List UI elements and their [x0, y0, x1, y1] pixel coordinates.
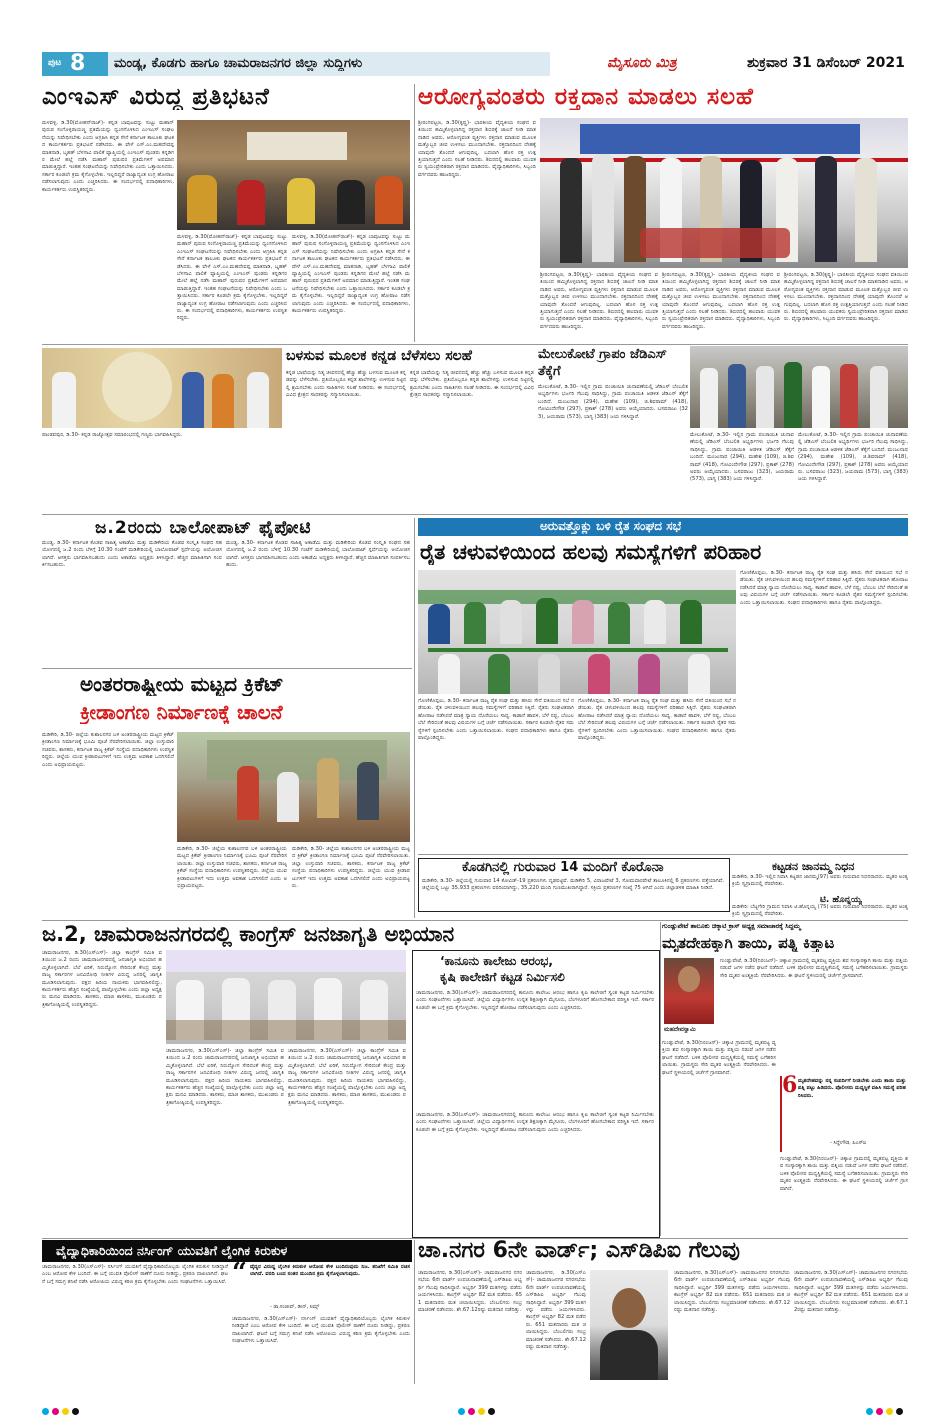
headline-cricket-2: ಕ್ರೀಡಾಂಗಣ ನಿರ್ಮಾಣಕ್ಕೆ ಚಾಲನೆ — [80, 700, 283, 724]
divider — [418, 854, 908, 855]
kannada-caption: ಪಾಂಡವಪುರ, ಡಿ.30- ಕನ್ನಡ ರಾಜ್ಯೋತ್ಸವ ಸಮಾರಂಭದಲ್ಲಿ ಗಣ್ಯರು ಭಾಗವಹಿಸಿದ್ದರು. — [42, 432, 183, 438]
blood-donation-photo — [540, 118, 908, 268]
farmers-body-2: ಗೋಣಿಕೊಪ್ಪಲು, ಡಿ.30- ಕರ್ನಾಟಕ ರಾಜ್ಯ ರೈತ ಸಂಘ ಮತ್ತು ಹಸಿರು ಸೇನೆ ವತಿಯಿಂದ ಸಭೆ ನಡೆಯಿತು. ರೈತ ಚಳುವಳಿಯಿಂದ ಹಲವು ಸಮಸ್ಯೆಗಳಿಗೆ ಪರಿಹಾರ ಸಿಕ್ಕಿದೆ. ರೈತರು ಸಂಘಟಿತರಾಗಿ ಹೋರಾಟ ನಡೆಸಿದರೆ ಮಾತ್ರ ನ್ಯಾಯ ದೊರೆಯಲು ಸಾಧ್ಯ. ಕಾಡಾನೆ ಹಾವಳಿ, ಬೆಳೆ ನಷ್ಟ, ಬೆಂಬಲ ಬೆಲೆ ಸೇರಿದಂತೆ ಹಲವು ವಿಷಯಗಳ ಬಗ್ಗೆ ಚರ್ಚೆ ನಡೆಸಲಾಯಿತು. ಸರ್ಕಾರ ಕೂಡಲೇ ರೈತರ ಸಮಸ್ಯೆಗಳಿಗೆ ಸ್ಪಂದಿಸಬೇಕು ಎಂದು ಒತ್ತಾಯಿಸಲಾಯಿತು. ಸಂಘದ ಪದಾಧಿಕಾರಿಗಳು ಹಾಗೂ ರೈತರು ಪಾಲ್ಗೊಂಡಿದ್ದರು. — [418, 698, 574, 742]
nursing-body-2: ಚಾಮರಾಜನಗರ, ಡಿ.30(ಎಸ್‌ಎಸ್)- ನರ್ಸಿಂಗ್ ಯುವತಿಗೆ ವೈದ್ಯಾಧಿಕಾರಿಯೊಬ್ಬರು ಲೈಂಗಿಕ ಕಿರುಕುಳ ನೀಡಿದ್ದಾರೆ ಎಂಬ ಆರೋಪ ಕೇಳಿ ಬಂದಿದೆ. ಈ ಬಗ್ಗೆ ಯುವತಿ ಪೊಲೀಸ್ ಠಾಣೆಗೆ ದೂರು ನೀಡಿದ್ದು, ಪ್ರಕರಣ ದಾಖಲಾಗಿದೆ. ಘಟನೆ ಬಗ್ಗೆ ಸಮಗ್ರ ತನಿಖೆ ನಡೆಸಿ ಆರೋಪಿಯ ವಿರುದ್ಧ ಕಠಿಣ ಕ್ರಮ ಕೈಗೊಳ್ಳಬೇಕು ಎಂದು ಸಂಘಟನೆಗಳು ಒತ್ತಾಯಿಸಿವೆ. — [232, 1316, 410, 1345]
melukote-body-2: ಮೇಲುಕೋಟೆ, ಡಿ.30- ಇಲ್ಲಿನ ಗ್ರಾಮ ಪಂಚಾಯಿತಿ ಚುನಾವಣೆಯಲ್ಲಿ ಜೆಡಿಎಸ್ ಬೆಂಬಲಿತ ಅಭ್ಯರ್ಥಿಗಳು ಭರ್ಜರಿ ಗೆಲುವು ಸಾಧಿಸಿದ್ದು, ಗ್ರಾಮ ಪಂಚಾಯಿತಿ ಆಡಳಿತ ಜೆಡಿಎಸ್ ತೆಕ್ಕೆಗೆ ಬಂದಿದೆ. ಮಂಜುನಾಥ (294), ಮಹೇಶ (109), ಜಿ.ಶಿವರಾಮ್ (418), ಗೋವಿಂದೇಗೌಡ (297), ಪ್ರಕಾಶ್ (278) ಅವರು ಆಯ್ಕೆಯಾದರು. ಬಸವರಾಜು (323), ಜಯರಾಮ (573), ಭಾಗ್ಯ (383) ಜಯ ಗಳಿಸಿದ್ದಾರೆ. — [690, 432, 794, 483]
column-rule — [414, 84, 415, 342]
quote-mark-icon: 6 — [782, 1072, 798, 1098]
melukote-body-3: ಮೇಲುಕೋಟೆ, ಡಿ.30- ಇಲ್ಲಿನ ಗ್ರಾಮ ಪಂಚಾಯಿತಿ ಚುನಾವಣೆಯಲ್ಲಿ ಜೆಡಿಎಸ್ ಬೆಂಬಲಿತ ಅಭ್ಯರ್ಥಿಗಳು ಭರ್ಜರಿ ಗೆಲುವು ಸಾಧಿಸಿದ್ದು, ಗ್ರಾಮ ಪಂಚಾಯಿತಿ ಆಡಳಿತ ಜೆಡಿಎಸ್ ತೆಕ್ಕೆಗೆ ಬಂದಿದೆ. ಮಂಜುನಾಥ (294), ಮಹೇಶ (109), ಜಿ.ಶಿವರಾಮ್ (418), ಗೋವಿಂದೇಗೌಡ (297), ಪ್ರಕಾಶ್ (278) ಅವರು ಆಯ್ಕೆಯಾದರು. ಬಸವರಾಜು (323), ಜಯರಾಮ (573), ಭಾಗ್ಯ (383) ಜಯ ಗಳಿಸಿದ್ದಾರೆ. — [798, 432, 908, 483]
headline-cricket-1: ಅಂತರರಾಷ್ಟ್ರೀಯ ಮಟ್ಟದ ಕ್ರಿಕೆಟ್ — [80, 672, 284, 696]
blood-donation-body-2: ಶ್ರೀರಂಗಪಟ್ಟಣ, ಡಿ.30(ಕೃಷ್ಣ)- ಭಾರತೀಯ ವೈದ್ಯಕೀಯ ಸಂಘದ ವತಿಯಿಂದ ಹಮ್ಮಿಕೊಳ್ಳಲಾಗಿದ್ದ ರಕ್ತದಾನ ಶಿಬಿರಕ್ಕೆ ಚಾಲನೆ ನೀಡಿ ಮಾತನಾಡಿದ ಅವರು, ಆರೋಗ್ಯವಂತ ವ್ಯಕ್ತಿಗಳು ರಕ್ತದಾನ ಮಾಡುವ ಮೂಲಕ ಮತ್ತೊಬ್ಬರ ಜೀವ ಉಳಿಸಲು ಮುಂದಾಗಬೇಕು. ರಕ್ತದಾನದಿಂದ ದೇಹಕ್ಕೆ ಯಾವುದೇ ತೊಂದರೆ ಆಗುವುದಿಲ್ಲ. ಬದಲಾಗಿ ಹೊಸ ರಕ್ತ ಉತ್ಪತ್ತಿಯಾಗುತ್ತದೆ ಎಂದು ಸಲಹೆ ನೀಡಿದರು. ಶಿಬಿರದಲ್ಲಿ ಹಲವಾರು ಯುವಕರು ಸ್ವಯಂಪ್ರೇರಿತರಾಗಿ ರಕ್ತದಾನ ಮಾಡಿದರು. ವೈದ್ಯಾಧಿಕಾರಿಗಳು, ಸಿಬ್ಬಂದಿ ವರ್ಗದವರು ಹಾಜರಿದ್ದರು. — [540, 272, 658, 330]
headline-melukote: ಮೇಲುಕೋಟೆ ಗ್ರಾಪಂ ಜೆಡಿಎಸ್ ತೆಕ್ಕೆಗೆ — [538, 347, 667, 379]
sdpi-body-2: ಚಾಮರಾಜನಗರ, ಡಿ.30(ಎಸ್‌ಎಸ್)- ಚಾಮರಾಜನಗರ ನಗರಸಭೆಯ 6ನೇ ವಾರ್ಡ್ ಉಪಚುನಾವಣೆಯಲ್ಲಿ ಎಸ್‌ಡಿಪಿಐ ಅಭ್ಯರ್ಥಿ ಗೆಲುವು ಸಾಧಿಸಿದ್ದಾರೆ. ಅಭ್ಯರ್ಥಿ 399 ಮತಗಳನ್ನು ಪಡೆದು ಜಯಗಳಿಸಿದರು. ಕಾಂಗ್ರೆಸ್ ಅಭ್ಯರ್ಥಿ 82 ಮತ ಪಡೆದರು. 651 ಮತದಾರರು ಮತ ಚಲಾಯಿಸಿದ್ದರು. ಬೆಂಬಲಿಗರು ಸಂಭ್ರಮಾಚರಣೆ ನಡೆಸಿದರು. ಶೇ.67.12ರಷ್ಟು ಮತದಾನ ನಡೆದಿತ್ತು. — [526, 1270, 586, 1351]
cricket-body-2: ಮಡಿಕೇರಿ, ಡಿ.30- ಜಿಲ್ಲೆಯ ಕುಶಾಲನಗರ ಬಳಿ ಅಂತರರಾಷ್ಟ್ರೀಯ ಮಟ್ಟದ ಕ್ರಿಕೆಟ್ ಕ್ರೀಡಾಂಗಣ ನಿರ್ಮಾಣಕ್ಕೆ ಭೂಮಿ ಪೂಜೆ ನೆರವೇರಿಸಲಾಯಿತು. ಜಿಲ್ಲಾ ಉಸ್ತುವಾರಿ ಸಚಿವರು, ಶಾಸಕರು, ಕರ್ನಾಟಕ ರಾಜ್ಯ ಕ್ರಿಕೆಟ್ ಸಂಸ್ಥೆಯ ಪದಾಧಿಕಾರಿಗಳು ಉಪಸ್ಥಿತರಿದ್ದರು. ಜಿಲ್ಲೆಯ ಯುವ ಕ್ರೀಡಾಪಟುಗಳಿಗೆ ಇದು ಉತ್ತಮ ಅವಕಾಶ ಒದಗಿಸಲಿದೆ ಎಂದು ಅಭಿಪ್ರಾಯಪಟ್ಟರು. — [177, 846, 287, 890]
congress-body: ಚಾಮರಾಜನಗರ, ಡಿ.30(ಎಸ್‌ಎಸ್)- ಜಿಲ್ಲಾ ಕಾಂಗ್ರೆಸ್ ಸಮಿತಿ ವತಿಯಿಂದ ಜ.2 ರಂದು ಚಾಮರಾಜನಗರದಲ್ಲಿ ಜನಜಾಗೃತಿ ಅಭಿಯಾನ ಹಮ್ಮಿಕೊಳ್ಳಲಾಗಿದೆ. ಬೆಲೆ ಏರಿಕೆ, ನಿರುದ್ಯೋಗ ಸೇರಿದಂತೆ ಕೇಂದ್ರ ಮತ್ತು ರಾಜ್ಯ ಸರ್ಕಾರಗಳ ಜನವಿರೋಧಿ ನೀತಿಗಳ ವಿರುದ್ಧ ಜನರಲ್ಲಿ ಜಾಗೃತಿ ಮೂಡಿಸಲಾಗುವುದು. ಪಕ್ಷದ ಹಿರಿಯ ನಾಯಕರು ಭಾಗವಹಿಸಲಿದ್ದು, ಕಾರ್ಯಕರ್ತರು ಹೆಚ್ಚಿನ ಸಂಖ್ಯೆಯಲ್ಲಿ ಪಾಲ್ಗೊಳ್ಳಬೇಕು ಎಂದು ಜಿಲ್ಲಾ ಅಧ್ಯಕ್ಷರು ಮನವಿ ಮಾಡಿದರು. ಶಾಸಕರು, ಮಾಜಿ ಶಾಸಕರು, ಮುಖಂಡರು ಪತ್ರಿಕಾಗೋಷ್ಠಿಯಲ್ಲಿ ಉಪಸ್ಥಿತರಿದ್ದರು. — [42, 950, 162, 1008]
headline-gundlupet: ಮೃತದೇಹಕ್ಕಾಗಿ ತಾಯಿ, ಪತ್ನಿ ಕಿತ್ತಾಟ — [662, 934, 835, 952]
ballot-body-2: ಮಂಡ್ಯ, ಡಿ.30- ಕರ್ನಾಟಕ ಕೊಡವ ಸಾಹಿತ್ಯ ಅಕಾಡೆಮಿ ಮತ್ತು ಮಡಿಕೇರಿಯ ಕೊಡವ ಸಂಸ್ಕೃತಿ ಸಂಘದ ಸಹಯೋಗದಲ್ಲಿ ಜ.2 ರಂದು ಬೆಳಿಗ್ಗೆ 10.30 ಗಂಟೆಗೆ ಮಡಿಕೇರಿಯಲ್ಲಿ ಬಾಲೋಪಾಟ್ ಸ್ಪರ್ಧೆಯನ್ನು ಆಯೋಜಿಸಲಾಗಿದೆ. ಆಸಕ್ತರು ಭಾಗವಹಿಸಬಹುದು ಎಂದು ಅಕಾಡೆಮಿ ಅಧ್ಯಕ್ಷರು ತಿಳಿಸಿದ್ದಾರೆ. ಹೆಚ್ಚಿನ ಮಾಹಿತಿಗಾಗಿ ಸಂಪರ್ಕಿಸಬಹುದು. — [226, 540, 410, 569]
headline-ballot: ಜ.2ರಂದು ಬಾಲೋಪಾಟ್ ಫೈಪೋಟಿ — [95, 518, 312, 538]
quote-mark-icon-2: “ — [232, 1258, 247, 1288]
column-rule — [414, 1240, 415, 1384]
sdpi-body-4: ಚಾಮರಾಜನಗರ, ಡಿ.30(ಎಸ್‌ಎಸ್)- ಚಾಮರಾಜನಗರ ನಗರಸಭೆಯ 6ನೇ ವಾರ್ಡ್ ಉಪಚುನಾವಣೆಯಲ್ಲಿ ಎಸ್‌ಡಿಪಿಐ ಅಭ್ಯರ್ಥಿ ಗೆಲುವು ಸಾಧಿಸಿದ್ದಾರೆ. ಅಭ್ಯರ್ಥಿ 399 ಮತಗಳನ್ನು ಪಡೆದು ಜಯಗಳಿಸಿದರು. ಕಾಂಗ್ರೆಸ್ ಅಭ್ಯರ್ಥಿ 82 ಮತ ಪಡೆದರು. 651 ಮತದಾರರು ಮತ ಚಲಾಯಿಸಿದ್ದರು. ಬೆಂಬಲಿಗರು ಸಂಭ್ರಮಾಚರಣೆ ನಡೆಸಿದರು. ಶೇ.67.12ರಷ್ಟು ಮತದಾನ ನಡೆದಿತ್ತು. — [794, 1270, 908, 1314]
sdpi-body: ಚಾಮರಾಜನಗರ, ಡಿ.30(ಎಸ್‌ಎಸ್)- ಚಾಮರಾಜನಗರ ನಗರಸಭೆಯ 6ನೇ ವಾರ್ಡ್ ಉಪಚುನಾವಣೆಯಲ್ಲಿ ಎಸ್‌ಡಿಪಿಐ ಅಭ್ಯರ್ಥಿ ಗೆಲುವು ಸಾಧಿಸಿದ್ದಾರೆ. ಅಭ್ಯರ್ಥಿ 399 ಮತಗಳನ್ನು ಪಡೆದು ಜಯಗಳಿಸಿದರು. ಕಾಂಗ್ರೆಸ್ ಅಭ್ಯರ್ಥಿ 82 ಮತ ಪಡೆದರು. 651 ಮತದಾರರು ಮತ ಚಲಾಯಿಸಿದ್ದರು. ಬೆಂಬಲಿಗರು ಸಂಭ್ರಮಾಚರಣೆ ನಡೆಸಿದರು. ಶೇ.67.12ರಷ್ಟು ಮತದಾನ ನಡೆದಿತ್ತು. — [418, 1270, 522, 1314]
sdpi-body-3: ಚಾಮರಾಜನಗರ, ಡಿ.30(ಎಸ್‌ಎಸ್)- ಚಾಮರಾಜನಗರ ನಗರಸಭೆಯ 6ನೇ ವಾರ್ಡ್ ಉಪಚುನಾವಣೆಯಲ್ಲಿ ಎಸ್‌ಡಿಪಿಐ ಅಭ್ಯರ್ಥಿ ಗೆಲುವು ಸಾಧಿಸಿದ್ದಾರೆ. ಅಭ್ಯರ್ಥಿ 399 ಮತಗಳನ್ನು ಪಡೆದು ಜಯಗಳಿಸಿದರು. ಕಾಂಗ್ರೆಸ್ ಅಭ್ಯರ್ಥಿ 82 ಮತ ಪಡೆದರು. 651 ಮತದಾರರು ಮತ ಚಲಾಯಿಸಿದ್ದರು. ಬೆಂಬಲಿಗರು ಸಂಭ್ರಮಾಚರಣೆ ನಡೆಸಿದರು. ಶೇ.67.12ರಷ್ಟು ಮತದಾನ ನಡೆದಿತ್ತು. — [674, 1270, 790, 1314]
divider — [42, 514, 908, 515]
mes-protest-body-3: ಮಳವಳ್ಳಿ, ಡಿ.30(ಮೋಹನ್‌ರಾಜ್)- ಕನ್ನಡ ಬಾವುಟವನ್ನು ಸುಟ್ಟು ಮಹಾನ್ ಪುರುಷ ಸಂಗೊಳ್ಳಿರಾಯಣ್ಣ ಪ್ರತಿಮೆಯನ್ನು ಧ್ವಂಸಗೊಳಿಸಿದ ಎಂಇಎಸ್ ಸಂಘಟನೆಯನ್ನು ನಿಷೇಧಿಸಬೇಕು ಎಂದು ಆಗ್ರಹಿಸಿ ಕನ್ನಡ ಸೇನೆ ಕರ್ನಾಟಕ ತಾಲೂಕು ಘಟಕದ ಕಾರ್ಯಕರ್ತರು ಪ್ರತಿಭಟನೆ ನಡೆಸಿದರು. ಈ ವೇಳೆ ಎಸ್.ಎಂ.ಮಹದೇವಪ್ಪ ಮಾತನಾಡಿ, ಬೃಹತ್ ಬೆಳಗಾವಿ ಪಾಲಿಕೆ ವ್ಯಾಪ್ತಿಯಲ್ಲಿ ಎಂಇಎಸ್ ಪುಂಡರು ಕನ್ನಡಿಗರ ಮೇಲೆ ಹಲ್ಲೆ ನಡೆಸಿ ಮಹಾನ್ ಪುರುಷರ ಪ್ರತಿಮೆಗಳಿಗೆ ಅಪಮಾನ ಮಾಡುತ್ತಿದ್ದಾರೆ. ಇಂತಹ ಸಂಘಟನೆಯನ್ನು ನಿಷೇಧಿಸಬೇಕು ಎಂದು ಒತ್ತಾಯಿಸಿದರು. ಸರ್ಕಾರ ಕೂಡಲೇ ಕ್ರಮ ಕೈಗೊಳ್ಳಬೇಕು. ಇಲ್ಲದಿದ್ದರೆ ರಾಜ್ಯಾದ್ಯಂತ ಉಗ್ರ ಹೋರಾಟ ನಡೆಸಲಾಗುವುದು ಎಂದು ಎಚ್ಚರಿಸಿದರು. ಈ ಸಂದರ್ಭದಲ್ಲಿ ಪದಾಧಿಕಾರಿಗಳು, ಕಾರ್ಯಕರ್ತರು ಉಪಸ್ಥಿತರಿದ್ದರು. — [292, 234, 410, 315]
nursing-body: ಚಾಮರಾಜನಗರ, ಡಿ.30(ಎಸ್‌ಎಸ್)- ನರ್ಸಿಂಗ್ ಯುವತಿಗೆ ವೈದ್ಯಾಧಿಕಾರಿಯೊಬ್ಬರು ಲೈಂಗಿಕ ಕಿರುಕುಳ ನೀಡಿದ್ದಾರೆ ಎಂಬ ಆರೋಪ ಕೇಳಿ ಬಂದಿದೆ. ಈ ಬಗ್ಗೆ ಯುವತಿ ಪೊಲೀಸ್ ಠಾಣೆಗೆ ದೂರು ನೀಡಿದ್ದು, ಪ್ರಕರಣ ದಾಖಲಾಗಿದೆ. ಘಟನೆ ಬಗ್ಗೆ ಸಮಗ್ರ ತನಿಖೆ ನಡೆಸಿ ಆರೋಪಿಯ ವಿರುದ್ಧ ಕಠಿಣ ಕ್ರಮ ಕೈಗೊಳ್ಳಬೇಕು ಎಂದು ಸಂಘಟನೆಗಳು ಒತ್ತಾಯಿಸಿವೆ. — [42, 1264, 228, 1285]
nursing-quote: ವೈದ್ಯರ ವಿರುದ್ಧ ಲೈಂಗಿಕ ಕಿರುಕುಳ ಆರೋಪ ಕೇಳಿ ಬಂದಿರುವುದು ನಿಜ. ತನಿಖೆಗೆ ಸಮಿತಿ ರಚಿಸಲಾಗಿದೆ. ವರದಿ ಬಂದ ನಂತರ ಮುಂದಿನ ಕ್ರಮ ಕೈಗೊಳ್ಳಲಾಗುವುದು. — [250, 1264, 410, 1278]
congress-body-3: ಚಾಮರಾಜನಗರ, ಡಿ.30(ಎಸ್‌ಎಸ್)- ಜಿಲ್ಲಾ ಕಾಂಗ್ರೆಸ್ ಸಮಿತಿ ವತಿಯಿಂದ ಜ.2 ರಂದು ಚಾಮರಾಜನಗರದಲ್ಲಿ ಜನಜಾಗೃತಿ ಅಭಿಯಾನ ಹಮ್ಮಿಕೊಳ್ಳಲಾಗಿದೆ. ಬೆಲೆ ಏರಿಕೆ, ನಿರುದ್ಯೋಗ ಸೇರಿದಂತೆ ಕೇಂದ್ರ ಮತ್ತು ರಾಜ್ಯ ಸರ್ಕಾರಗಳ ಜನವಿರೋಧಿ ನೀತಿಗಳ ವಿರುದ್ಧ ಜನರಲ್ಲಿ ಜಾಗೃತಿ ಮೂಡಿಸಲಾಗುವುದು. ಪಕ್ಷದ ಹಿರಿಯ ನಾಯಕರು ಭಾಗವಹಿಸಲಿದ್ದು, ಕಾರ್ಯಕರ್ತರು ಹೆಚ್ಚಿನ ಸಂಖ್ಯೆಯಲ್ಲಿ ಪಾಲ್ಗೊಳ್ಳಬೇಕು ಎಂದು ಜಿಲ್ಲಾ ಅಧ್ಯಕ್ಷರು ಮನವಿ ಮಾಡಿದರು. ಶಾಸಕರು, ಮಾಜಿ ಶಾಸಕರು, ಮುಖಂಡರು ಪತ್ರಿಕಾಗೋಷ್ಠಿಯಲ್ಲಿ ಉಪಸ್ಥಿತರಿದ್ದರು. — [288, 1048, 406, 1106]
farmers-body-3: ಗೋಣಿಕೊಪ್ಪಲು, ಡಿ.30- ಕರ್ನಾಟಕ ರಾಜ್ಯ ರೈತ ಸಂಘ ಮತ್ತು ಹಸಿರು ಸೇನೆ ವತಿಯಿಂದ ಸಭೆ ನಡೆಯಿತು. ರೈತ ಚಳುವಳಿಯಿಂದ ಹಲವು ಸಮಸ್ಯೆಗಳಿಗೆ ಪರಿಹಾರ ಸಿಕ್ಕಿದೆ. ರೈತರು ಸಂಘಟಿತರಾಗಿ ಹೋರಾಟ ನಡೆಸಿದರೆ ಮಾತ್ರ ನ್ಯಾಯ ದೊರೆಯಲು ಸಾಧ್ಯ. ಕಾಡಾನೆ ಹಾವಳಿ, ಬೆಳೆ ನಷ್ಟ, ಬೆಂಬಲ ಬೆಲೆ ಸೇರಿದಂತೆ ಹಲವು ವಿಷಯಗಳ ಬಗ್ಗೆ ಚರ್ಚೆ ನಡೆಸಲಾಯಿತು. ಸರ್ಕಾರ ಕೂಡಲೇ ರೈತರ ಸಮಸ್ಯೆಗಳಿಗೆ ಸ್ಪಂದಿಸಬೇಕು ಎಂದು ಒತ್ತಾಯಿಸಲಾಯಿತು. ಸಂಘದ ಪದಾಧಿಕಾರಿಗಳು ಹಾಗೂ ರೈತರು ಪಾಲ್ಗೊಂಡಿದ್ದರು. — [578, 698, 736, 742]
kannada-event-photo — [42, 348, 282, 428]
farmers-photo — [418, 570, 736, 694]
gundlupet-body: ಗುಂಡ್ಲುಪೇಟೆ, ಡಿ.30(ನಿರಂಜನ್)- ಚಿಕ್ಕಾಟಿ ಗ್ರಾಮದಲ್ಲಿ ಮೃತಪಟ್ಟ ವ್ಯಕ್ತಿಯ ಶವ ಸಂಸ್ಕಾರಕ್ಕಾಗಿ ತಾಯಿ ಮತ್ತು ಪತ್ನಿಯ ನಡುವೆ ಜಗಳ ನಡೆದ ಘಟನೆ ನಡೆದಿದೆ. ಬಳಿಕ ಪೊಲೀಸರ ಮಧ್ಯಸ್ಥಿಕೆಯಲ್ಲಿ ಸಮಸ್ಯೆ ಬಗೆಹರಿಸಲಾಯಿತು. ಗ್ರಾಮಸ್ಥರು ಸೇರಿ ಮೃತರ ಅಂತ್ಯಕ್ರಿಯೆ ನೆರವೇರಿಸಿದರು. ಈ ಘಟನೆ ಸ್ಥಳೀಯರಲ್ಲಿ ಚರ್ಚೆಗೆ ಗ್ರಾಸವಾಗಿದೆ. — [720, 958, 908, 979]
divider — [42, 920, 908, 921]
cricket-body-3: ಮಡಿಕೇರಿ, ಡಿ.30- ಜಿಲ್ಲೆಯ ಕುಶಾಲನಗರ ಬಳಿ ಅಂತರರಾಷ್ಟ್ರೀಯ ಮಟ್ಟದ ಕ್ರಿಕೆಟ್ ಕ್ರೀಡಾಂಗಣ ನಿರ್ಮಾಣಕ್ಕೆ ಭೂಮಿ ಪೂಜೆ ನೆರವೇರಿಸಲಾಯಿತು. ಜಿಲ್ಲಾ ಉಸ್ತುವಾರಿ ಸಚಿವರು, ಶಾಸಕರು, ಕರ್ನಾಟಕ ರಾಜ್ಯ ಕ್ರಿಕೆಟ್ ಸಂಸ್ಥೆಯ ಪದಾಧಿಕಾರಿಗಳು ಉಪಸ್ಥಿತರಿದ್ದರು. ಜಿಲ್ಲೆಯ ಯುವ ಕ್ರೀಡಾಪಟುಗಳಿಗೆ ಇದು ಉತ್ತಮ ಅವಕಾಶ ಒದಗಿಸಲಿದೆ ಎಂದು ಅಭಿಪ್ರಾಯಪಟ್ಟರು. — [292, 846, 410, 890]
headline-melukote-l1 — [538, 346, 688, 380]
headline-kannada-grow: ಬಳಸುವ ಮೂಲಕ ಕನ್ನಡ ಬೆಳೆಸಲು ಸಲಹೆ — [286, 348, 472, 364]
headline-sdpi: ಚಾ.ನಗರ 6ನೇ ವಾರ್ಡ್; ಎಸ್‌ಡಿಪಿಐ ಗೆಲುವು — [418, 1238, 740, 1263]
gundlupet-quote-source: - ಸಿದ್ದೇಗೌಡ, ಪಿಎಸ್‌ಐ — [830, 1140, 867, 1146]
gundlupet-photo — [664, 958, 714, 1024]
gundlupet-kicker: ಗುಂಡ್ಲುಪೇಟೆ ತಾಲೂಕು ಚಿಕ್ಕಾಟಿ ಕ್ರಾಸ್ ಅಧ್ಯಕ್ಷ ಸಮಾಚಾರಕ್ಕೆ ಸಿದ್ದಮ್ಮ — [662, 922, 801, 930]
masthead — [42, 52, 908, 76]
headline-obituary: ಕಟ್ಟಡನ ಜಾನಮ್ಮ ನಿಧನ — [772, 860, 855, 873]
blood-donation-body-4: ಶ್ರೀರಂಗಪಟ್ಟಣ, ಡಿ.30(ಕೃಷ್ಣ)- ಭಾರತೀಯ ವೈದ್ಯಕೀಯ ಸಂಘದ ವತಿಯಿಂದ ಹಮ್ಮಿಕೊಳ್ಳಲಾಗಿದ್ದ ರಕ್ತದಾನ ಶಿಬಿರಕ್ಕೆ ಚಾಲನೆ ನೀಡಿ ಮಾತನಾಡಿದ ಅವರು, ಆರೋಗ್ಯವಂತ ವ್ಯಕ್ತಿಗಳು ರಕ್ತದಾನ ಮಾಡುವ ಮೂಲಕ ಮತ್ತೊಬ್ಬರ ಜೀವ ಉಳಿಸಲು ಮುಂದಾಗಬೇಕು. ರಕ್ತದಾನದಿಂದ ದೇಹಕ್ಕೆ ಯಾವುದೇ ತೊಂದರೆ ಆಗುವುದಿಲ್ಲ. ಬದಲಾಗಿ ಹೊಸ ರಕ್ತ ಉತ್ಪತ್ತಿಯಾಗುತ್ತದೆ ಎಂದು ಸಲಹೆ ನೀಡಿದರು. ಶಿಬಿರದಲ್ಲಿ ಹಲವಾರು ಯುವಕರು ಸ್ವಯಂಪ್ರೇರಿತರಾಗಿ ರಕ್ತದಾನ ಮಾಡಿದರು. ವೈದ್ಯಾಧಿಕಾರಿಗಳು, ಸಿಬ್ಬಂದಿ ವರ್ಗದವರು ಹಾಜರಿದ್ದರು. — [784, 272, 908, 323]
mes-protest-photo — [177, 120, 410, 230]
blood-donation-body-3: ಶ್ರೀರಂಗಪಟ್ಟಣ, ಡಿ.30(ಕೃಷ್ಣ)- ಭಾರತೀಯ ವೈದ್ಯಕೀಯ ಸಂಘದ ವತಿಯಿಂದ ಹಮ್ಮಿಕೊಳ್ಳಲಾಗಿದ್ದ ರಕ್ತದಾನ ಶಿಬಿರಕ್ಕೆ ಚಾಲನೆ ನೀಡಿ ಮಾತನಾಡಿದ ಅವರು, ಆರೋಗ್ಯವಂತ ವ್ಯಕ್ತಿಗಳು ರಕ್ತದಾನ ಮಾಡುವ ಮೂಲಕ ಮತ್ತೊಬ್ಬರ ಜೀವ ಉಳಿಸಲು ಮುಂದಾಗಬೇಕು. ರಕ್ತದಾನದಿಂದ ದೇಹಕ್ಕೆ ಯಾವುದೇ ತೊಂದರೆ ಆಗುವುದಿಲ್ಲ. ಬದಲಾಗಿ ಹೊಸ ರಕ್ತ ಉತ್ಪತ್ತಿಯಾಗುತ್ತದೆ ಎಂದು ಸಲಹೆ ನೀಡಿದರು. ಶಿಬಿರದಲ್ಲಿ ಹಲವಾರು ಯುವಕರು ಸ್ವಯಂಪ್ರೇರಿತರಾಗಿ ರಕ್ತದಾನ ಮಾಡಿದರು. ವೈದ್ಯಾಧಿಕಾರಿಗಳು, ಸಿಬ್ಬಂದಿ ವರ್ಗದವರು ಹಾಜರಿದ್ದರು. — [662, 272, 780, 330]
melukote-body: ಮೇಲುಕೋಟೆ, ಡಿ.30- ಇಲ್ಲಿನ ಗ್ರಾಮ ಪಂಚಾಯಿತಿ ಚುನಾವಣೆಯಲ್ಲಿ ಜೆಡಿಎಸ್ ಬೆಂಬಲಿತ ಅಭ್ಯರ್ಥಿಗಳು ಭರ್ಜರಿ ಗೆಲುವು ಸಾಧಿಸಿದ್ದು, ಗ್ರಾಮ ಪಂಚಾಯಿತಿ ಆಡಳಿತ ಜೆಡಿಎಸ್ ತೆಕ್ಕೆಗೆ ಬಂದಿದೆ. ಮಂಜುನಾಥ (294), ಮಹೇಶ (109), ಜಿ.ಶಿವರಾಮ್ (418), ಗೋವಿಂದೇಗೌಡ (297), ಪ್ರಕಾಶ್ (278) ಅವರು ಆಯ್ಕೆಯಾದರು. ಬಸವರಾಜು (323), ಜಯರಾಮ (573), ಭಾಗ್ಯ (383) ಜಯ ಗಳಿಸಿದ್ದಾರೆ. — [538, 384, 688, 420]
headline-farmers: ರೈತ ಚಳುವಳಿಯಿಂದ ಹಲವು ಸಮಸ್ಯೆಗಳಿಗೆ ಪರಿಹಾರ — [420, 540, 762, 564]
gundlupet-quote: ಮೃತದೇಹವನ್ನು ನನ್ನ ಸುಪರ್ದಿಗೆ ನೀಡಬೇಕು ಎಂದು ತಾಯಿ ಮತ್ತು ಪತ್ನಿ ಪಟ್ಟು ಹಿಡಿದರು. ಪೊಲೀಸರು ಮಧ್ಯಸ್ಥಿಕೆ ವಹಿಸಿ ಸಮಸ್ಯೆ ಪರಿಹರಿಸಿದರು. — [798, 1078, 906, 1099]
corona-body: ಮಡಿಕೇರಿ, ಡಿ.30- ಜಿಲ್ಲೆಯಲ್ಲಿ ಗುರುವಾರ 14 ಕೋವಿಡ್-19 ಪ್ರಕರಣಗಳು ದೃಢಪಟ್ಟಿವೆ. ಮಡಿಕೇರಿ 5, ವಿರಾಜಪೇಟೆ 3, ಸೋಮವಾರಪೇಟೆ ತಾಲೂಕಿನಲ್ಲಿ 6 ಪ್ರಕರಣಗಳು ಪತ್ತೆಯಾಗಿವೆ. ಜಿಲ್ಲೆಯಲ್ಲಿ ಒಟ್ಟು 35,933 ಪ್ರಕರಣಗಳು ವರದಿಯಾಗಿದ್ದು, 35,220 ಮಂದಿ ಗುಣಮುಖರಾಗಿದ್ದಾರೆ. ಸಕ್ರಿಯ ಪ್ರಕರಣಗಳ ಸಂಖ್ಯೆ 75 ಆಗಿದೆ ಎಂದು ಜಿಲ್ಲಾಡಳಿತ ಮಾಹಿತಿ ನೀಡಿದೆ. — [422, 878, 724, 892]
kannada-body: ಕನ್ನಡ ಭಾಷೆಯನ್ನು ನಿತ್ಯ ಜೀವನದಲ್ಲಿ ಹೆಚ್ಚು ಹೆಚ್ಚು ಬಳಸುವ ಮೂಲಕ ಕನ್ನಡವನ್ನು ಬೆಳೆಸಬೇಕು. ಪ್ರತಿಯೊಬ್ಬರೂ ಕನ್ನಡ ಶಾಲೆಗಳನ್ನು ಉಳಿಸುವ ನಿಟ್ಟಿನಲ್ಲಿ ಶ್ರಮಿಸಬೇಕು ಎಂದು ಸಾಹಿತಿಗಳು ಸಲಹೆ ನೀಡಿದರು. ಈ ಸಂದರ್ಭದಲ್ಲಿ ವಿವಿಧ ಕ್ಷೇತ್ರದ ಸಾಧಕರನ್ನು ಸನ್ಮಾನಿಸಲಾಯಿತು. — [286, 370, 406, 399]
paper-name: ಮೈಸೂರು ಮಿತ್ರ — [607, 55, 677, 71]
ballot-body: ಮಂಡ್ಯ, ಡಿ.30- ಕರ್ನಾಟಕ ಕೊಡವ ಸಾಹಿತ್ಯ ಅಕಾಡೆಮಿ ಮತ್ತು ಮಡಿಕೇರಿಯ ಕೊಡವ ಸಂಸ್ಕೃತಿ ಸಂಘದ ಸಹಯೋಗದಲ್ಲಿ ಜ.2 ರಂದು ಬೆಳಿಗ್ಗೆ 10.30 ಗಂಟೆಗೆ ಮಡಿಕೇರಿಯಲ್ಲಿ ಬಾಲೋಪಾಟ್ ಸ್ಪರ್ಧೆಯನ್ನು ಆಯೋಜಿಸಲಾಗಿದೆ. ಆಸಕ್ತರು ಭಾಗವಹಿಸಬಹುದು ಎಂದು ಅಕಾಡೆಮಿ ಅಧ್ಯಕ್ಷರು ತಿಳಿಸಿದ್ದಾರೆ. ಹೆಚ್ಚಿನ ಮಾಹಿತಿಗಾಗಿ ಸಂಪರ್ಕಿಸಬಹುದು. — [42, 540, 222, 569]
obituary-body: ಮಡಿಕೇರಿ, ಡಿ.30- ಇಲ್ಲಿನ ನಿವಾಸಿ ಕಟ್ಟಡನ ಜಾನಮ್ಮ(97) ಅವರು ಗುರುವಾರ ನಿಧನರಾದರು. ಮೃತರ ಅಂತ್ಯಕ್ರಿಯೆ ಸ್ವಗ್ರಾಮದಲ್ಲಿ ನೆರವೇರಿತು. — [732, 874, 908, 888]
nursing-quote-source: - ಡಾ.ಸಂಜೀವ್, ಡೀನ್, ಸಿಮ್ಸ್ — [270, 1304, 320, 1310]
headline-congress: ಜ.2, ಚಾಮರಾಜನಗರದಲ್ಲಿ ಕಾಂಗ್ರೆಸ್ ಜನಜಾಗೃತಿ ಅಭಿಯಾನ — [42, 922, 455, 946]
gundlupet-body-3: ಗುಂಡ್ಲುಪೇಟೆ, ಡಿ.30(ನಿರಂಜನ್)- ಚಿಕ್ಕಾಟಿ ಗ್ರಾಮದಲ್ಲಿ ಮೃತಪಟ್ಟ ವ್ಯಕ್ತಿಯ ಶವ ಸಂಸ್ಕಾರಕ್ಕಾಗಿ ತಾಯಿ ಮತ್ತು ಪತ್ನಿಯ ನಡುವೆ ಜಗಳ ನಡೆದ ಘಟನೆ ನಡೆದಿದೆ. ಬಳಿಕ ಪೊಲೀಸರ ಮಧ್ಯಸ್ಥಿಕೆಯಲ್ಲಿ ಸಮಸ್ಯೆ ಬಗೆಹರಿಸಲಾಯಿತು. ಗ್ರಾಮಸ್ಥರು ಸೇರಿ ಮೃತರ ಅಂತ್ಯಕ್ರಿಯೆ ನೆರವೇರಿಸಿದರು. ಈ ಘಟನೆ ಸ್ಥಳೀಯರಲ್ಲಿ ಚರ್ಚೆಗೆ ಗ್ರಾಸವಾಗಿದೆ. — [780, 1156, 908, 1192]
congress-photo — [166, 950, 406, 1044]
page-label: ಪುಟ — [48, 58, 62, 68]
issue-date: ಶುಕ್ರವಾರ 31 ಡಿಸೆಂಬರ್ 2021 — [747, 55, 905, 71]
mes-protest-body: ಮಳವಳ್ಳಿ, ಡಿ.30(ಮೋಹನ್‌ರಾಜ್)- ಕನ್ನಡ ಬಾವುಟವನ್ನು ಸುಟ್ಟು ಮಹಾನ್ ಪುರುಷ ಸಂಗೊಳ್ಳಿರಾಯಣ್ಣ ಪ್ರತಿಮೆಯನ್ನು ಧ್ವಂಸಗೊಳಿಸಿದ ಎಂಇಎಸ್ ಸಂಘಟನೆಯನ್ನು ನಿಷೇಧಿಸಬೇಕು ಎಂದು ಆಗ್ರಹಿಸಿ ಕನ್ನಡ ಸೇನೆ ಕರ್ನಾಟಕ ತಾಲೂಕು ಘಟಕದ ಕಾರ್ಯಕರ್ತರು ಪ್ರತಿಭಟನೆ ನಡೆಸಿದರು. ಈ ವೇಳೆ ಎಸ್.ಎಂ.ಮಹದೇವಪ್ಪ ಮಾತನಾಡಿ, ಬೃಹತ್ ಬೆಳಗಾವಿ ಪಾಲಿಕೆ ವ್ಯಾಪ್ತಿಯಲ್ಲಿ ಎಂಇಎಸ್ ಪುಂಡರು ಕನ್ನಡಿಗರ ಮೇಲೆ ಹಲ್ಲೆ ನಡೆಸಿ ಮಹಾನ್ ಪುರುಷರ ಪ್ರತಿಮೆಗಳಿಗೆ ಅಪಮಾನ ಮಾಡುತ್ತಿದ್ದಾರೆ. ಇಂತಹ ಸಂಘಟನೆಯನ್ನು ನಿಷೇಧಿಸಬೇಕು ಎಂದು ಒತ್ತಾಯಿಸಿದರು. ಸರ್ಕಾರ ಕೂಡಲೇ ಕ್ರಮ ಕೈಗೊಳ್ಳಬೇಕು. ಇಲ್ಲದಿದ್ದರೆ ರಾಜ್ಯಾದ್ಯಂತ ಉಗ್ರ ಹೋರಾಟ ನಡೆಸಲಾಗುವುದು ಎಂದು ಎಚ್ಚರಿಸಿದರು. ಈ ಸಂದರ್ಭದಲ್ಲಿ ಪದಾಧಿಕಾರಿಗಳು, ಕಾರ್ಯಕರ್ತರು ಉಪಸ್ಥಿತರಿದ್ದರು. — [42, 120, 174, 193]
column-rule — [414, 518, 415, 918]
mes-protest-body-2: ಮಳವಳ್ಳಿ, ಡಿ.30(ಮೋಹನ್‌ರಾಜ್)- ಕನ್ನಡ ಬಾವುಟವನ್ನು ಸುಟ್ಟು ಮಹಾನ್ ಪುರುಷ ಸಂಗೊಳ್ಳಿರಾಯಣ್ಣ ಪ್ರತಿಮೆಯನ್ನು ಧ್ವಂಸಗೊಳಿಸಿದ ಎಂಇಎಸ್ ಸಂಘಟನೆಯನ್ನು ನಿಷೇಧಿಸಬೇಕು ಎಂದು ಆಗ್ರಹಿಸಿ ಕನ್ನಡ ಸೇನೆ ಕರ್ನಾಟಕ ತಾಲೂಕು ಘಟಕದ ಕಾರ್ಯಕರ್ತರು ಪ್ರತಿಭಟನೆ ನಡೆಸಿದರು. ಈ ವೇಳೆ ಎಸ್.ಎಂ.ಮಹದೇವಪ್ಪ ಮಾತನಾಡಿ, ಬೃಹತ್ ಬೆಳಗಾವಿ ಪಾಲಿಕೆ ವ್ಯಾಪ್ತಿಯಲ್ಲಿ ಎಂಇಎಸ್ ಪುಂಡರು ಕನ್ನಡಿಗರ ಮೇಲೆ ಹಲ್ಲೆ ನಡೆಸಿ ಮಹಾನ್ ಪುರುಷರ ಪ್ರತಿಮೆಗಳಿಗೆ ಅಪಮಾನ ಮಾಡುತ್ತಿದ್ದಾರೆ. ಇಂತಹ ಸಂಘಟನೆಯನ್ನು ನಿಷೇಧಿಸಬೇಕು ಎಂದು ಒತ್ತಾಯಿಸಿದರು. ಸರ್ಕಾರ ಕೂಡಲೇ ಕ್ರಮ ಕೈಗೊಳ್ಳಬೇಕು. ಇಲ್ಲದಿದ್ದರೆ ರಾಜ್ಯಾದ್ಯಂತ ಉಗ್ರ ಹೋರಾಟ ನಡೆಸಲಾಗುವುದು ಎಂದು ಎಚ್ಚರಿಸಿದರು. ಈ ಸಂದರ್ಭದಲ್ಲಿ ಪದಾಧಿಕಾರಿಗಳು, ಕಾರ್ಯಕರ್ತರು ಉಪಸ್ಥಿತರಿದ್ದರು. — [177, 234, 287, 322]
farmers-body: ಗೋಣಿಕೊಪ್ಪಲು, ಡಿ.30- ಕರ್ನಾಟಕ ರಾಜ್ಯ ರೈತ ಸಂಘ ಮತ್ತು ಹಸಿರು ಸೇನೆ ವತಿಯಿಂದ ಸಭೆ ನಡೆಯಿತು. ರೈತ ಚಳುವಳಿಯಿಂದ ಹಲವು ಸಮಸ್ಯೆಗಳಿಗೆ ಪರಿಹಾರ ಸಿಕ್ಕಿದೆ. ರೈತರು ಸಂಘಟಿತರಾಗಿ ಹೋರಾಟ ನಡೆಸಿದರೆ ಮಾತ್ರ ನ್ಯಾಯ ದೊರೆಯಲು ಸಾಧ್ಯ. ಕಾಡಾನೆ ಹಾವಳಿ, ಬೆಳೆ ನಷ್ಟ, ಬೆಂಬಲ ಬೆಲೆ ಸೇರಿದಂತೆ ಹಲವು ವಿಷಯಗಳ ಬಗ್ಗೆ ಚರ್ಚೆ ನಡೆಸಲಾಯಿತು. ಸರ್ಕಾರ ಕೂಡಲೇ ರೈತರ ಸಮಸ್ಯೆಗಳಿಗೆ ಸ್ಪಂದಿಸಬೇಕು ಎಂದು ಒತ್ತಾಯಿಸಲಾಯಿತು. ಸಂಘದ ಪದಾಧಿಕಾರಿಗಳು ಹಾಗೂ ರೈತರು ಪಾಲ್ಗೊಂಡಿದ್ದರು. — [740, 570, 908, 606]
headline-mes-protest: ಎಂಇಎಸ್ ವಿರುದ್ಧ ಪ್ರತಿಭಟನೆ — [42, 84, 270, 110]
blood-donation-body: ಶ್ರೀರಂಗಪಟ್ಟಣ, ಡಿ.30(ಕೃಷ್ಣ)- ಭಾರತೀಯ ವೈದ್ಯಕೀಯ ಸಂಘದ ವತಿಯಿಂದ ಹಮ್ಮಿಕೊಳ್ಳಲಾಗಿದ್ದ ರಕ್ತದಾನ ಶಿಬಿರಕ್ಕೆ ಚಾಲನೆ ನೀಡಿ ಮಾತನಾಡಿದ ಅವರು, ಆರೋಗ್ಯವಂತ ವ್ಯಕ್ತಿಗಳು ರಕ್ತದಾನ ಮಾಡುವ ಮೂಲಕ ಮತ್ತೊಬ್ಬರ ಜೀವ ಉಳಿಸಲು ಮುಂದಾಗಬೇಕು. ರಕ್ತದಾನದಿಂದ ದೇಹಕ್ಕೆ ಯಾವುದೇ ತೊಂದರೆ ಆಗುವುದಿಲ್ಲ. ಬದಲಾಗಿ ಹೊಸ ರಕ್ತ ಉತ್ಪತ್ತಿಯಾಗುತ್ತದೆ ಎಂದು ಸಲಹೆ ನೀಡಿದರು. ಶಿಬಿರದಲ್ಲಿ ಹಲವಾರು ಯುವಕರು ಸ್ವಯಂಪ್ರೇರಿತರಾಗಿ ರಕ್ತದಾನ ಮಾಡಿದರು. ವೈದ್ಯಾಧಿಕಾರಿಗಳು, ಸಿಬ್ಬಂದಿ ವರ್ಗದವರು ಹಾಜರಿದ್ದರು. — [418, 120, 536, 178]
registration-marks — [0, 1400, 945, 1424]
gundlupet-photo-caption: ಮಹದೇವಸ್ವಾಮಿ — [664, 1026, 696, 1033]
cricket-body: ಮಡಿಕೇರಿ, ಡಿ.30- ಜಿಲ್ಲೆಯ ಕುಶಾಲನಗರ ಬಳಿ ಅಂತರರಾಷ್ಟ್ರೀಯ ಮಟ್ಟದ ಕ್ರಿಕೆಟ್ ಕ್ರೀಡಾಂಗಣ ನಿರ್ಮಾಣಕ್ಕೆ ಭೂಮಿ ಪೂಜೆ ನೆರವೇರಿಸಲಾಯಿತು. ಜಿಲ್ಲಾ ಉಸ್ತುವಾರಿ ಸಚಿವರು, ಶಾಸಕರು, ಕರ್ನಾಟಕ ರಾಜ್ಯ ಕ್ರಿಕೆಟ್ ಸಂಸ್ಥೆಯ ಪದಾಧಿಕಾರಿಗಳು ಉಪಸ್ಥಿತರಿದ್ದರು. ಜಿಲ್ಲೆಯ ಯುವ ಕ್ರೀಡಾಪಟುಗಳಿಗೆ ಇದು ಉತ್ತಮ ಅವಕಾಶ ಒದಗಿಸಲಿದೆ ಎಂದು ಅಭಿಪ್ರಾಯಪಟ್ಟರು. — [42, 732, 174, 768]
congress-body-2: ಚಾಮರಾಜನಗರ, ಡಿ.30(ಎಸ್‌ಎಸ್)- ಜಿಲ್ಲಾ ಕಾಂಗ್ರೆಸ್ ಸಮಿತಿ ವತಿಯಿಂದ ಜ.2 ರಂದು ಚಾಮರಾಜನಗರದಲ್ಲಿ ಜನಜಾಗೃತಿ ಅಭಿಯಾನ ಹಮ್ಮಿಕೊಳ್ಳಲಾಗಿದೆ. ಬೆಲೆ ಏರಿಕೆ, ನಿರುದ್ಯೋಗ ಸೇರಿದಂತೆ ಕೇಂದ್ರ ಮತ್ತು ರಾಜ್ಯ ಸರ್ಕಾರಗಳ ಜನವಿರೋಧಿ ನೀತಿಗಳ ವಿರುದ್ಧ ಜನರಲ್ಲಿ ಜಾಗೃತಿ ಮೂಡಿಸಲಾಗುವುದು. ಪಕ್ಷದ ಹಿರಿಯ ನಾಯಕರು ಭಾಗವಹಿಸಲಿದ್ದು, ಕಾರ್ಯಕರ್ತರು ಹೆಚ್ಚಿನ ಸಂಖ್ಯೆಯಲ್ಲಿ ಪಾಲ್ಗೊಳ್ಳಬೇಕು ಎಂದು ಜಿಲ್ಲಾ ಅಧ್ಯಕ್ಷರು ಮನವಿ ಮಾಡಿದರು. ಶಾಸಕರು, ಮಾಜಿ ಶಾಸಕರು, ಮುಖಂಡರು ಪತ್ರಿಕಾಗೋಷ್ಠಿಯಲ್ಲಿ ಉಪಸ್ಥಿತರಿದ್ದರು. — [166, 1048, 284, 1106]
divider — [42, 344, 908, 345]
headline-college-2: ಕೃಷಿ ಕಾಲೇಜಿಗೆ ಕಟ್ಟಡ ನಿರ್ಮಿಸಲಿ — [440, 970, 565, 984]
section-title: ಮಂಡ್ಯ, ಕೊಡಗು ಹಾಗೂ ಚಾಮರಾಜನಗರ ಜಿಲ್ಲಾ ಸುದ್ದಿಗಳು — [114, 56, 363, 71]
headline-nursing: ವೈದ್ಯಾಧಿಕಾರಿಯಿಂದ ನರ್ಸಿಂಗ್ ಯುವತಿಗೆ ಲೈಂಗಿಕ ಕಿರುಕುಳ — [56, 1243, 288, 1258]
college-body-2: ಚಾಮರಾಜನಗರ, ಡಿ.30(ಎಸ್‌ಎಸ್)- ಚಾಮರಾಜನಗರದಲ್ಲಿ ಕಾನೂನು ಕಾಲೇಜು ಆರಂಭ ಹಾಗೂ ಕೃಷಿ ಕಾಲೇಜಿಗೆ ಸ್ವಂತ ಕಟ್ಟಡ ನಿರ್ಮಿಸಬೇಕು ಎಂದು ಸಂಘಟನೆಗಳು ಒತ್ತಾಯಿಸಿವೆ. ಜಿಲ್ಲೆಯ ವಿದ್ಯಾರ್ಥಿಗಳು ಉನ್ನತ ಶಿಕ್ಷಣಕ್ಕಾಗಿ ಮೈಸೂರು, ಬೆಂಗಳೂರಿಗೆ ಹೋಗಬೇಕಾದ ಪರಿಸ್ಥಿತಿ ಇದೆ. ಸರ್ಕಾರ ಕೂಡಲೇ ಈ ಬಗ್ಗೆ ಕ್ರಮ ಕೈಗೊಳ್ಳಬೇಕು. ಇಲ್ಲದಿದ್ದರೆ ಹೋರಾಟ ನಡೆಸಲಾಗುವುದು ಎಂದು ಎಚ್ಚರಿಸಿದರು. — [416, 1112, 654, 1133]
headline-corona: ಕೊಡಗಿನಲ್ಲಿ ಗುರುವಾರ 14 ಮಂದಿಗೆ ಕೊರೊನಾ — [462, 860, 664, 875]
kannada-body-2: ಕನ್ನಡ ಭಾಷೆಯನ್ನು ನಿತ್ಯ ಜೀವನದಲ್ಲಿ ಹೆಚ್ಚು ಹೆಚ್ಚು ಬಳಸುವ ಮೂಲಕ ಕನ್ನಡವನ್ನು ಬೆಳೆಸಬೇಕು. ಪ್ರತಿಯೊಬ್ಬರೂ ಕನ್ನಡ ಶಾಲೆಗಳನ್ನು ಉಳಿಸುವ ನಿಟ್ಟಿನಲ್ಲಿ ಶ್ರಮಿಸಬೇಕು ಎಂದು ಸಾಹಿತಿಗಳು ಸಲಹೆ ನೀಡಿದರು. ಈ ಸಂದರ್ಭದಲ್ಲಿ ವಿವಿಧ ಕ್ಷೇತ್ರದ ಸಾಧಕರನ್ನು ಸನ್ಮಾನಿಸಲಾಯಿತು. — [410, 370, 534, 399]
obituary-body-2: ಮಡಿಕೇರಿ: ಬೆಟ್ಟಗೇರಿ ಗ್ರಾಮದ ನಿವಾಸಿ ಟಿ.ಹೊನ್ನಯ್ಯ (75) ಅವರು ಗುರುವಾರ ನಿಧನರಾದರು. ಮೃತರ ಅಂತ್ಯಕ್ರಿಯೆ ಸ್ವಗ್ರಾಮದಲ್ಲಿ ನೆರವೇರಿತು. — [732, 904, 908, 918]
column-rule — [660, 922, 661, 1236]
divider — [42, 668, 412, 669]
obituary-name: ಟಿ. ಹೊನ್ನಯ್ಯ — [820, 895, 862, 905]
gundlupet-body-2: ಗುಂಡ್ಲುಪೇಟೆ, ಡಿ.30(ನಿರಂಜನ್)- ಚಿಕ್ಕಾಟಿ ಗ್ರಾಮದಲ್ಲಿ ಮೃತಪಟ್ಟ ವ್ಯಕ್ತಿಯ ಶವ ಸಂಸ್ಕಾರಕ್ಕಾಗಿ ತಾಯಿ ಮತ್ತು ಪತ್ನಿಯ ನಡುವೆ ಜಗಳ ನಡೆದ ಘಟನೆ ನಡೆದಿದೆ. ಬಳಿಕ ಪೊಲೀಸರ ಮಧ್ಯಸ್ಥಿಕೆಯಲ್ಲಿ ಸಮಸ್ಯೆ ಬಗೆಹರಿಸಲಾಯಿತು. ಗ್ರಾಮಸ್ಥರು ಸೇರಿ ಮೃತರ ಅಂತ್ಯಕ್ರಿಯೆ ನೆರವೇರಿಸಿದರು. ಈ ಘಟನೆ ಸ್ಥಳೀಯರಲ್ಲಿ ಚರ್ಚೆಗೆ ಗ್ರಾಸವಾಗಿದೆ. — [662, 1040, 776, 1076]
sdpi-photo — [590, 1270, 668, 1380]
melukote-photo — [690, 346, 908, 428]
headline-college-1: ‘ಕಾನೂನು ಕಾಲೇಜು ಆರಂಭ, — [440, 954, 553, 968]
farmers-banner-text: ಅರುವತ್ತೊಕ್ಲು ಬಳಿ ರೈತ ಸಂಘದ ಸಭೆ — [540, 519, 682, 533]
college-body: ಚಾಮರಾಜನಗರ, ಡಿ.30(ಎಸ್‌ಎಸ್)- ಚಾಮರಾಜನಗರದಲ್ಲಿ ಕಾನೂನು ಕಾಲೇಜು ಆರಂಭ ಹಾಗೂ ಕೃಷಿ ಕಾಲೇಜಿಗೆ ಸ್ವಂತ ಕಟ್ಟಡ ನಿರ್ಮಿಸಬೇಕು ಎಂದು ಸಂಘಟನೆಗಳು ಒತ್ತಾಯಿಸಿವೆ. ಜಿಲ್ಲೆಯ ವಿದ್ಯಾರ್ಥಿಗಳು ಉನ್ನತ ಶಿಕ್ಷಣಕ್ಕಾಗಿ ಮೈಸೂರು, ಬೆಂಗಳೂರಿಗೆ ಹೋಗಬೇಕಾದ ಪರಿಸ್ಥಿತಿ ಇದೆ. ಸರ್ಕಾರ ಕೂಡಲೇ ಈ ಬಗ್ಗೆ ಕ್ರಮ ಕೈಗೊಳ್ಳಬೇಕು. ಇಲ್ಲದಿದ್ದರೆ ಹೋರಾಟ ನಡೆಸಲಾಗುವುದು ಎಂದು ಎಚ್ಚರಿಸಿದರು. — [416, 990, 654, 1011]
headline-blood-donation: ಆರೋಗ್ಯವಂತರು ರಕ್ತದಾನ ಮಾಡಲು ಸಲಹೆ — [418, 84, 754, 110]
cricket-photo — [177, 732, 410, 842]
page-number: 8 — [70, 51, 86, 76]
